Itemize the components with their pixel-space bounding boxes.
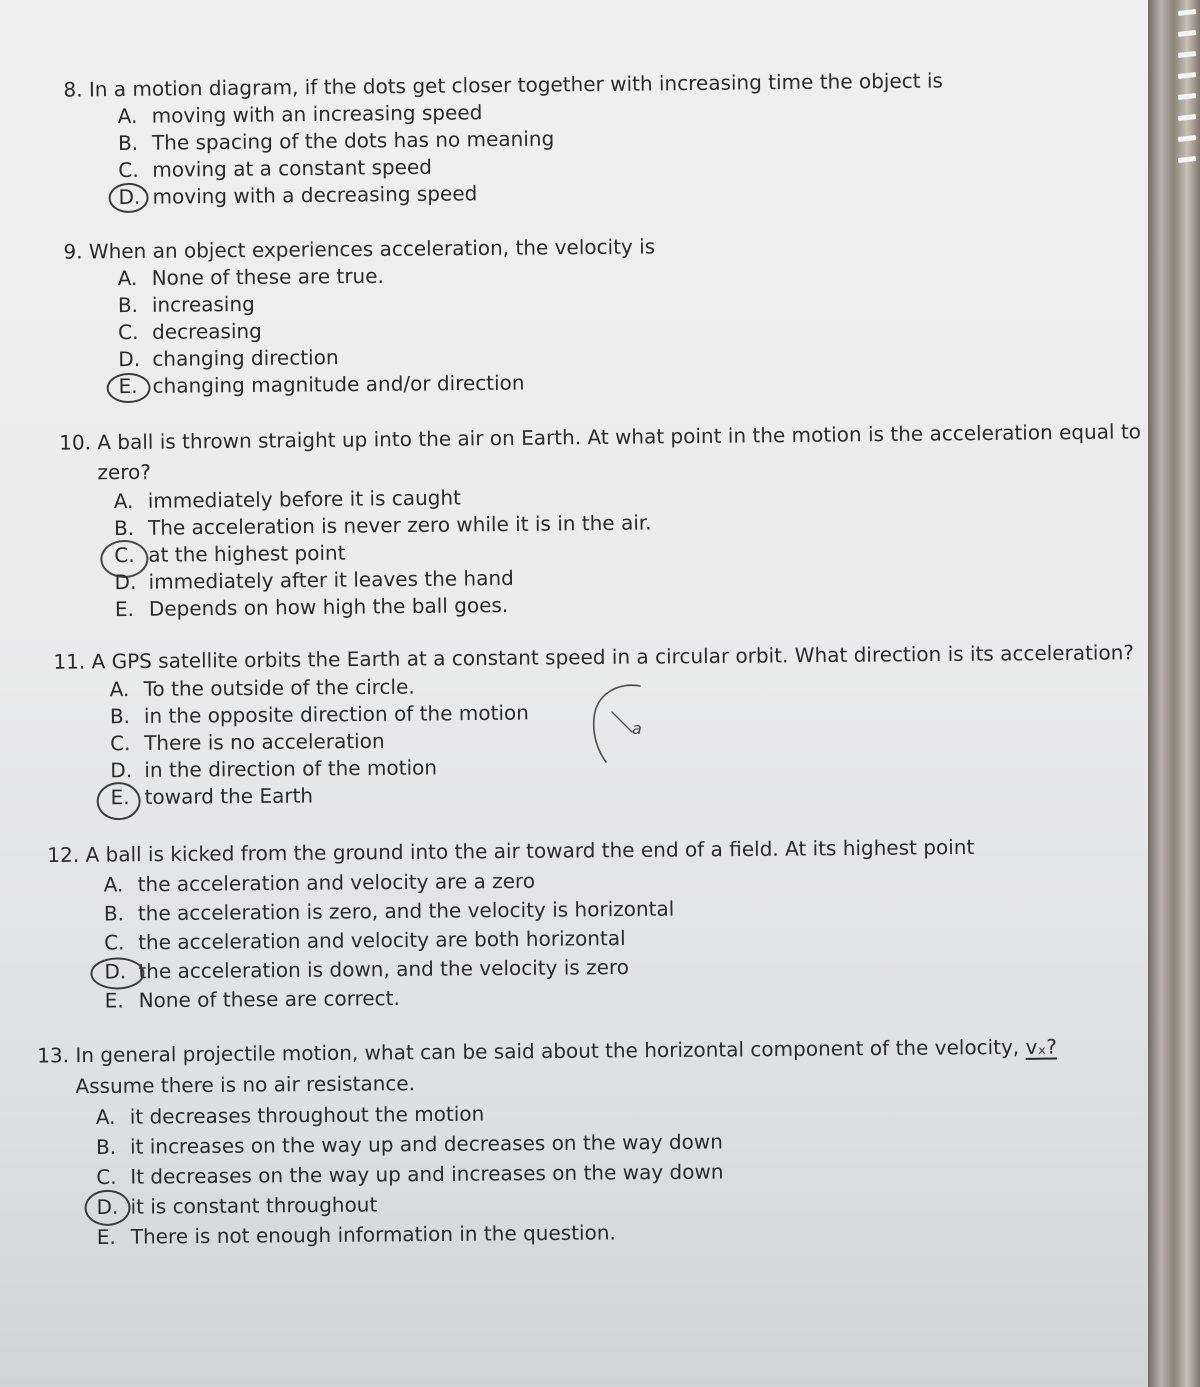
option-text: moving with a decreasing speed bbox=[152, 181, 478, 209]
option-text: immediately before it is caught bbox=[147, 485, 462, 513]
ruler-tick bbox=[1178, 135, 1196, 142]
background-surface bbox=[1148, 0, 1200, 1387]
option-letter: D. bbox=[110, 758, 133, 783]
option-letter: D. bbox=[118, 184, 141, 210]
question-text-continued: zero? bbox=[97, 459, 152, 485]
option-text: The acceleration is never zero while it is in the air. bbox=[147, 510, 652, 540]
option-letter: E. bbox=[110, 785, 130, 810]
question-text: A GPS satellite orbits the Earth at a constant speed in a circular orbit. What direction is its acceleration? bbox=[91, 640, 1135, 674]
acceleration-arrow bbox=[612, 712, 632, 732]
option-text: the acceleration and velocity are both horizontal bbox=[138, 926, 626, 955]
question-number: 13. bbox=[37, 1043, 70, 1068]
option-letter: C. bbox=[114, 542, 135, 568]
question-text: In general projectile motion, what can be said about the horizontal component of the velocity, bbox=[75, 1034, 1020, 1068]
question-10 bbox=[59, 418, 1143, 623]
option-text: To the outside of the circle. bbox=[143, 674, 415, 701]
option-letter: B. bbox=[117, 292, 139, 318]
option-letter: A. bbox=[95, 1104, 116, 1129]
option-text: The spacing of the dots has no meaning bbox=[151, 126, 555, 155]
option-letter: B. bbox=[117, 130, 139, 156]
ruler-tick bbox=[1178, 72, 1196, 79]
option-text: changing magnitude and/or direction bbox=[152, 370, 525, 398]
option-text: toward the Earth bbox=[144, 783, 314, 809]
question-9 bbox=[63, 233, 656, 400]
option-9e[interactable] bbox=[118, 368, 656, 400]
question-text-continued: Assume there is no air resistance. bbox=[75, 1071, 416, 1099]
option-text: decreasing bbox=[152, 318, 262, 344]
options-list bbox=[38, 1094, 1059, 1253]
option-letter: E. bbox=[96, 1224, 116, 1249]
vx-symbol: vₓ? bbox=[1025, 1034, 1058, 1059]
option-text: increasing bbox=[151, 291, 255, 317]
question-text: When an object experiences acceleration, the velocity is bbox=[88, 234, 656, 264]
option-letter: A. bbox=[117, 103, 138, 129]
option-letter: A. bbox=[113, 488, 134, 514]
question-number: 9. bbox=[63, 239, 83, 264]
option-text: it is constant throughout bbox=[130, 1192, 378, 1219]
option-letter: D. bbox=[118, 346, 141, 372]
option-text: immediately after it leaves the hand bbox=[148, 565, 514, 594]
option-letter: B. bbox=[113, 515, 135, 541]
ruler-tick bbox=[1178, 30, 1196, 37]
sketch-label: a bbox=[632, 719, 642, 738]
options-list bbox=[48, 863, 976, 1016]
option-text: moving with an increasing speed bbox=[151, 100, 483, 128]
option-text: in the opposite direction of the motion bbox=[143, 700, 529, 728]
ruler-tick bbox=[1178, 156, 1196, 163]
options-list bbox=[60, 477, 1143, 623]
option-text: moving at a constant speed bbox=[152, 154, 433, 182]
ruler-tick bbox=[1178, 93, 1196, 100]
question-text: A ball is thrown straight up into the air on Earth. At what point in the motion is the acceleration equal to bbox=[97, 419, 1142, 455]
option-text: the acceleration is zero, and the velocity is horizontal bbox=[137, 896, 675, 926]
ruler-tick bbox=[1178, 9, 1196, 16]
option-letter: E. bbox=[114, 596, 135, 622]
option-letter: C. bbox=[104, 930, 125, 955]
question-text: In a motion diagram, if the dots get closer together with increasing time the object is bbox=[88, 68, 944, 102]
orbit-acceleration-sketch bbox=[588, 680, 678, 770]
option-text: in the direction of the motion bbox=[144, 755, 438, 782]
option-letter: D. bbox=[104, 959, 127, 984]
question-12 bbox=[47, 834, 975, 1016]
option-text: It decreases on the way up and increases on the way down bbox=[130, 1159, 724, 1189]
option-text: None of these are true. bbox=[151, 263, 384, 290]
option-letter: C. bbox=[118, 157, 139, 183]
option-text: at the highest point bbox=[148, 540, 346, 567]
option-letter: A. bbox=[103, 872, 124, 897]
question-8 bbox=[63, 67, 944, 211]
option-letter: C. bbox=[118, 319, 139, 345]
option-letter: A. bbox=[117, 265, 138, 291]
question-number: 11. bbox=[53, 649, 86, 674]
options-list bbox=[64, 94, 945, 211]
option-text: changing direction bbox=[152, 345, 339, 371]
question-text: A ball is kicked from the ground into the air toward the end of a field. At its highest point bbox=[85, 834, 975, 867]
option-text: There is not enough information in the question. bbox=[130, 1220, 616, 1249]
option-text: the acceleration and velocity are a zero bbox=[137, 868, 536, 897]
question-number: 12. bbox=[47, 842, 80, 868]
option-text: Depends on how high the ball goes. bbox=[148, 592, 509, 621]
ruler-marks bbox=[1172, 10, 1200, 180]
options-list bbox=[64, 260, 657, 400]
option-letter: C. bbox=[96, 1164, 117, 1189]
question-number: 8. bbox=[63, 77, 83, 102]
option-letter: D. bbox=[114, 569, 137, 595]
option-letter: D. bbox=[96, 1194, 119, 1219]
option-letter: E. bbox=[118, 373, 138, 399]
option-text: There is no acceleration bbox=[144, 728, 385, 755]
option-letter: E. bbox=[104, 988, 124, 1013]
option-letter: C. bbox=[110, 731, 131, 756]
option-12e[interactable] bbox=[105, 979, 976, 1016]
option-text: it increases on the way up and decreases on the way down bbox=[129, 1129, 723, 1159]
question-13 bbox=[37, 1034, 1059, 1253]
option-letter: B. bbox=[103, 901, 125, 926]
ruler-tick bbox=[1178, 51, 1196, 58]
option-letter: B. bbox=[95, 1134, 117, 1159]
option-text: it decreases throughout the motion bbox=[129, 1101, 485, 1129]
option-letter: A. bbox=[109, 677, 130, 702]
option-text: None of these are correct. bbox=[138, 985, 400, 1013]
question-number: 10. bbox=[59, 430, 92, 455]
option-text: the acceleration is down, and the velocity is zero bbox=[138, 954, 630, 984]
option-letter: B. bbox=[109, 704, 131, 729]
ruler-tick bbox=[1178, 114, 1196, 121]
